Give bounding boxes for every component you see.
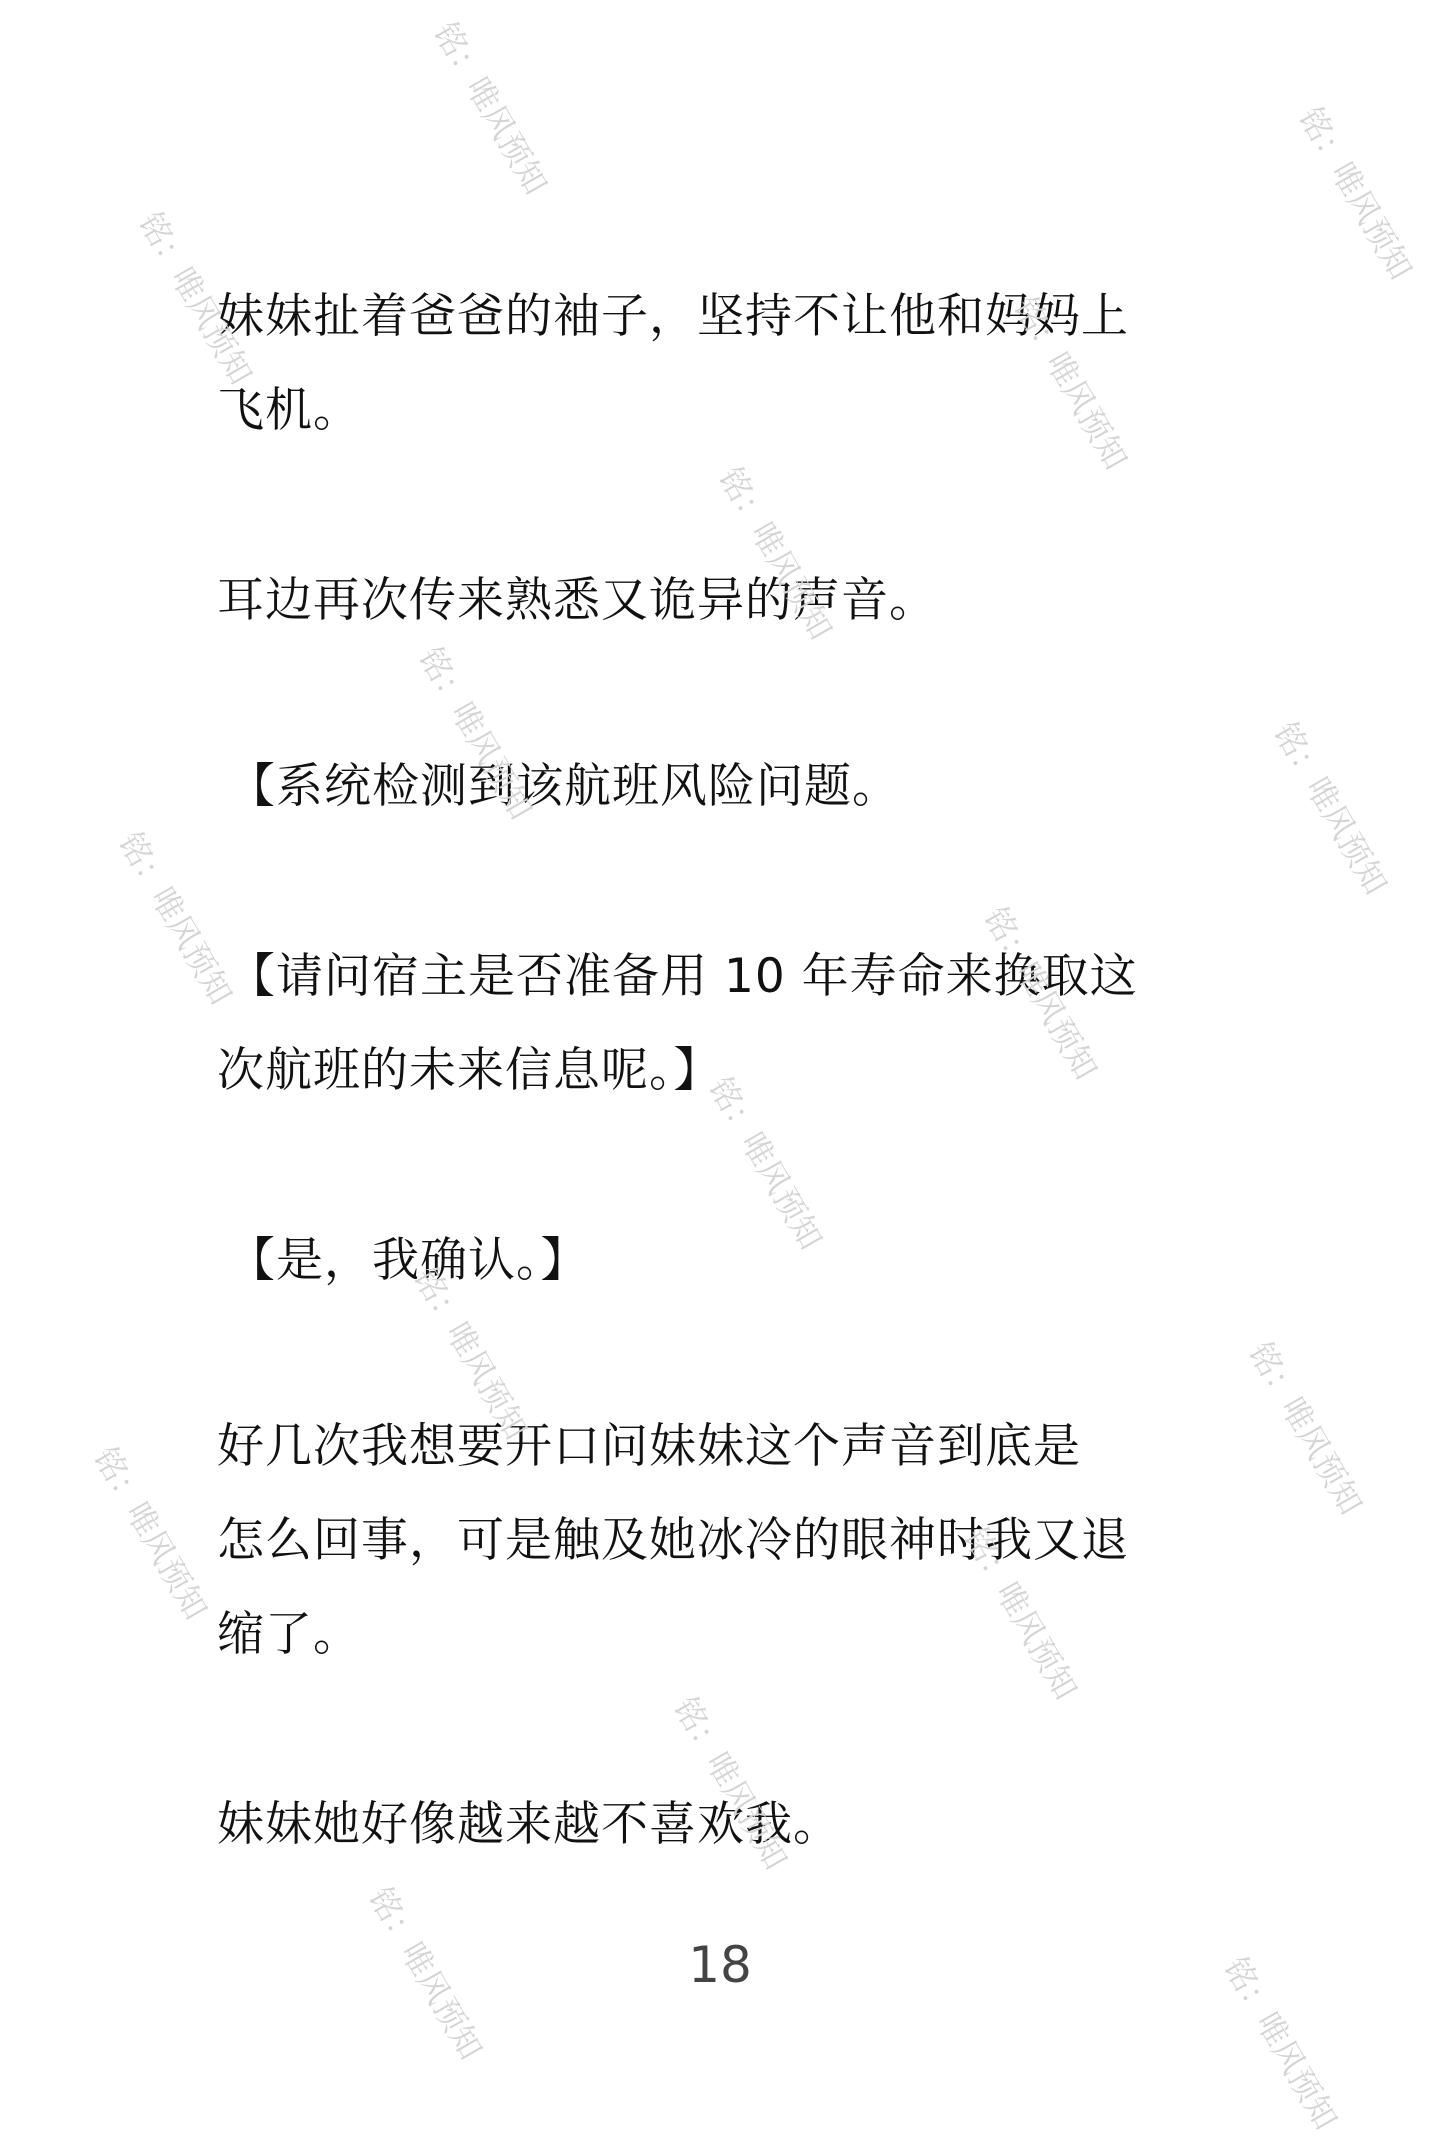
watermark: 铭：唯风预知 (1291, 100, 1421, 286)
paragraph-3 (228, 740, 1238, 834)
paragraph-4 (217, 930, 1238, 1118)
paragraph-1 (217, 270, 1227, 458)
text-line: 次航班的未来信息呢。】 (217, 1043, 722, 1098)
text-line: 【是，我确认。】 (228, 1233, 589, 1288)
watermark: 铭：唯风预知 (406, 1260, 536, 1446)
text-line: 怎么回事，可是触及她冰冷的眼神时我又退 (217, 1513, 1129, 1568)
watermark: 铭：唯风预知 (411, 640, 541, 826)
watermark: 铭：唯风预知 (1241, 1335, 1371, 1521)
text-line: 妹妹扯着爸爸的袖子，坚持不让他和妈妈上 (217, 289, 1129, 344)
page-number: 18 (688, 1936, 752, 1994)
watermark: 铭：唯风预知 (426, 15, 556, 201)
watermark: 铭：唯风预知 (1266, 715, 1396, 901)
text-line: 缩了。 (217, 1607, 361, 1662)
watermark: 铭：唯风预知 (111, 825, 241, 1011)
watermark: 铭：唯风预知 (86, 1440, 216, 1626)
watermark: 铭：唯风预知 (361, 1880, 491, 2066)
paragraph-7 (217, 1778, 1227, 1872)
paragraph-2 (217, 554, 1227, 648)
text-line: 耳边再次传来熟悉又诡异的声音。 (217, 573, 937, 628)
text-line: 【系统检测到该航班风险问题。 (228, 759, 900, 814)
text-line: 好几次我想要开口问妹妹这个声音到底是 (217, 1419, 1081, 1474)
watermark: 铭：唯风预知 (711, 460, 841, 646)
watermark: 铭：唯风预知 (701, 1070, 831, 1256)
watermark: 铭：唯风预知 (956, 1520, 1086, 1706)
text-line: 妹妹她好像越来越不喜欢我。 (217, 1797, 841, 1852)
text-line: 【请问宿主是否准备用 10 年寿命来换取这 (228, 949, 1138, 1004)
paragraph-6 (217, 1400, 1227, 1682)
watermark: 铭：唯风预知 (666, 1690, 796, 1876)
watermark: 铭：唯风预知 (1006, 290, 1136, 476)
watermark: 铭：唯风预知 (1216, 1950, 1346, 2136)
watermark: 铭：唯风预知 (976, 900, 1106, 1086)
text-line: 飞机。 (217, 383, 361, 438)
paragraph-5 (228, 1214, 1238, 1308)
watermark: 铭：唯风预知 (131, 205, 261, 391)
